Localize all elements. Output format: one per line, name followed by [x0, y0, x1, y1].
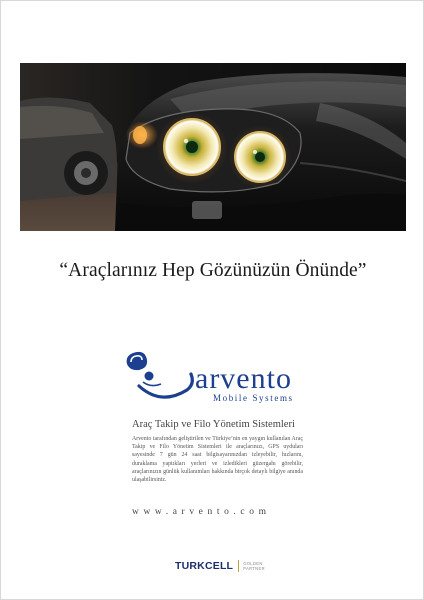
car-headlights-photo [20, 63, 406, 231]
partner-label: PARTNER [243, 566, 265, 571]
turkcell-logo-text: TURKCELL [175, 560, 234, 572]
golden-partner-label [243, 561, 265, 571]
golden-label: GOLDEN [243, 561, 263, 566]
turkcell-partner-badge [175, 558, 265, 574]
partner-divider [238, 560, 239, 572]
headline: “Araçlarınız Hep Gözünüzün Önünde” [59, 260, 367, 281]
brand-name: arvento [195, 362, 292, 395]
brand-tagline: Mobile Systems [213, 393, 294, 403]
subtitle: Araç Takip ve Filo Yönetim Sistemleri [132, 419, 295, 430]
description-paragraph: Arvento tarafından geliştirilen ve Türkiye’nin en yaygın kullanılan Araç Takip ve Filo Yönetim Sistemleri ile araçlarınızı, GPS uyduları sayesinde 7 gün 24 saat bilgisayarınızdan izleyebilir, hızlarını, duraklama yaptıkları yerleri ve izledikleri güzergahı görebilir, araçlarınızın günlük kullanımları hakkında birçok detaylı bilgiye anında ulaşabilirsiniz. [132, 436, 303, 484]
website-url[interactable]: www.arvento.com [132, 507, 271, 517]
